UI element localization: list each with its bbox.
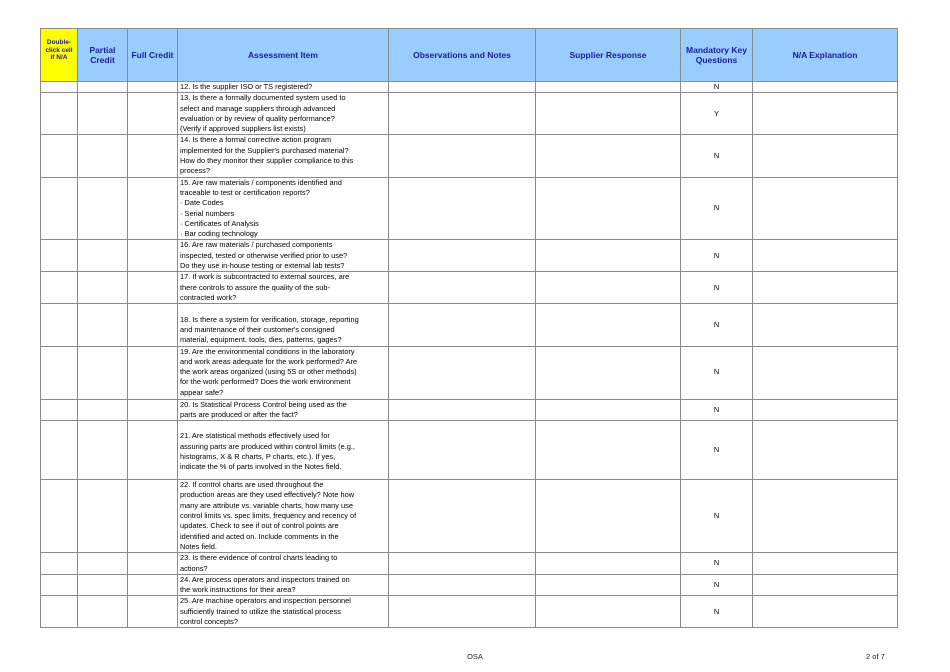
partial-credit-cell[interactable] [78, 596, 128, 628]
observations-cell[interactable] [389, 93, 536, 135]
table-row [41, 240, 898, 272]
header-row [41, 29, 898, 82]
partial-credit-header: Partial Credit [78, 29, 128, 82]
table-row [41, 399, 898, 421]
supplier-response-cell[interactable] [536, 304, 681, 346]
full-credit-header: Full Credit [128, 29, 178, 82]
supplier-response-cell[interactable] [536, 240, 681, 272]
mandatory-key-cell: N [681, 399, 753, 421]
full-credit-cell[interactable] [128, 177, 178, 240]
supplier-response-cell[interactable] [536, 553, 681, 575]
na-checkbox-cell[interactable] [41, 553, 78, 575]
supplier-response-cell[interactable] [536, 574, 681, 596]
na-checkbox-cell[interactable] [41, 240, 78, 272]
observations-cell[interactable] [389, 82, 536, 93]
assessment-item-cell: 16. Are raw materials / purchased components inspected, tested or otherwise verified prior to use? Do they use in-house testing or external lab tests? [178, 240, 389, 272]
assessment-item-cell: 13. Is there a formally documented system used to select and manage suppliers through advanced evaluation or by review of quality performance? (Verify if approved suppliers list exists) [178, 93, 389, 135]
supplier-response-cell[interactable] [536, 399, 681, 421]
observations-cell[interactable] [389, 304, 536, 346]
full-credit-cell[interactable] [128, 346, 178, 399]
na-explanation-header: N/A Explanation [753, 29, 898, 82]
supplier-response-cell[interactable] [536, 596, 681, 628]
mandatory-key-cell: N [681, 553, 753, 575]
observations-cell[interactable] [389, 177, 536, 240]
observations-cell[interactable] [389, 574, 536, 596]
assessment-item-cell: 18. Is there a system for verification, storage, reporting and maintenance of their customer's consigned material, equipment, tools, dies, patterns, gages? [178, 304, 389, 346]
assessment-item-cell: 17. If work is subcontracted to external sources, are there controls to assure the quality of the sub- contracted work? [178, 272, 389, 304]
na-explanation-cell[interactable] [753, 574, 898, 596]
observations-cell[interactable] [389, 346, 536, 399]
double-click-header[interactable]: Double-click cell if N/A [41, 29, 78, 82]
partial-credit-cell[interactable] [78, 240, 128, 272]
supplier-response-cell[interactable] [536, 93, 681, 135]
supplier-response-header: Supplier Response [536, 29, 681, 82]
partial-credit-cell[interactable] [78, 346, 128, 399]
page-number: 2 of 7 [866, 652, 885, 661]
mandatory-key-cell: N [681, 177, 753, 240]
table-row [41, 135, 898, 177]
partial-credit-cell[interactable] [78, 272, 128, 304]
full-credit-cell[interactable] [128, 135, 178, 177]
partial-credit-cell[interactable] [78, 421, 128, 480]
na-explanation-cell[interactable] [753, 82, 898, 93]
na-explanation-cell[interactable] [753, 93, 898, 135]
mandatory-key-cell: N [681, 272, 753, 304]
full-credit-cell[interactable] [128, 399, 178, 421]
na-checkbox-cell[interactable] [41, 135, 78, 177]
na-checkbox-cell[interactable] [41, 480, 78, 553]
partial-credit-cell[interactable] [78, 399, 128, 421]
assessment-sheet [40, 28, 898, 628]
mandatory-key-cell: N [681, 421, 753, 480]
full-credit-cell[interactable] [128, 272, 178, 304]
na-explanation-cell[interactable] [753, 346, 898, 399]
observations-header: Observations and Notes [389, 29, 536, 82]
partial-credit-cell[interactable] [78, 304, 128, 346]
assessment-item-cell: 24. Are process operators and inspectors trained on the work instructions for their area? [178, 574, 389, 596]
table-row [41, 596, 898, 628]
na-explanation-cell[interactable] [753, 304, 898, 346]
assessment-item-cell: 19. Are the environmental conditions in the laboratory and work areas adequate for the work performed? Are the work areas organized (using 5S or other methods) for the work performed? Does the work environment appear safe? [178, 346, 389, 399]
table-row [41, 177, 898, 240]
assessment-item-cell: 22. If control charts are used throughout the production areas are they used effectively? Note how many are attribute vs. variable charts, how many use control limits vs. spec limits, frequency and recency of updates. Check to see if out of control points are identified and acted on. Include comments in the Notes field. [178, 480, 389, 553]
full-credit-cell[interactable] [128, 480, 178, 553]
supplier-response-cell[interactable] [536, 480, 681, 553]
na-checkbox-cell[interactable] [41, 574, 78, 596]
mandatory-key-cell: N [681, 596, 753, 628]
full-credit-cell[interactable] [128, 574, 178, 596]
mandatory-key-cell: N [681, 346, 753, 399]
full-credit-cell[interactable] [128, 240, 178, 272]
partial-credit-cell[interactable] [78, 93, 128, 135]
supplier-response-cell[interactable] [536, 421, 681, 480]
table-row [41, 553, 898, 575]
supplier-response-cell[interactable] [536, 82, 681, 93]
na-checkbox-cell[interactable] [41, 304, 78, 346]
assessment-item-cell: 25. Are machine operators and inspection personnel sufficiently trained to utilize the statistical process control concepts? [178, 596, 389, 628]
observations-cell[interactable] [389, 553, 536, 575]
partial-credit-cell[interactable] [78, 135, 128, 177]
partial-credit-cell[interactable] [78, 480, 128, 553]
assessment-item-header: Assessment Item [178, 29, 389, 82]
na-checkbox-cell[interactable] [41, 177, 78, 240]
na-explanation-cell[interactable] [753, 240, 898, 272]
full-credit-cell[interactable] [128, 421, 178, 480]
full-credit-cell[interactable] [128, 304, 178, 346]
assessment-item-cell: 20. Is Statistical Process Control being used as the parts are produced or after the fact? [178, 399, 389, 421]
mandatory-key-cell: N [681, 135, 753, 177]
partial-credit-cell[interactable] [78, 574, 128, 596]
table-row [41, 93, 898, 135]
observations-cell[interactable] [389, 480, 536, 553]
na-explanation-cell[interactable] [753, 135, 898, 177]
partial-credit-cell[interactable] [78, 177, 128, 240]
table-row [41, 574, 898, 596]
supplier-response-cell[interactable] [536, 346, 681, 399]
na-explanation-cell[interactable] [753, 553, 898, 575]
observations-cell[interactable] [389, 399, 536, 421]
mandatory-key-cell: N [681, 480, 753, 553]
supplier-response-cell[interactable] [536, 135, 681, 177]
partial-credit-cell[interactable] [78, 553, 128, 575]
na-checkbox-cell[interactable] [41, 346, 78, 399]
mandatory-key-cell: N [681, 240, 753, 272]
na-explanation-cell[interactable] [753, 272, 898, 304]
table-row [41, 480, 898, 553]
na-explanation-cell[interactable] [753, 177, 898, 240]
full-credit-cell[interactable] [128, 553, 178, 575]
assessment-item-cell: 23. Is there evidence of control charts leading to actions? [178, 553, 389, 575]
na-checkbox-cell[interactable] [41, 421, 78, 480]
na-explanation-cell[interactable] [753, 480, 898, 553]
table-row [41, 421, 898, 480]
observations-cell[interactable] [389, 596, 536, 628]
na-explanation-cell[interactable] [753, 399, 898, 421]
observations-cell[interactable] [389, 135, 536, 177]
na-checkbox-cell[interactable] [41, 272, 78, 304]
na-checkbox-cell[interactable] [41, 93, 78, 135]
table-row [41, 346, 898, 399]
na-explanation-cell[interactable] [753, 596, 898, 628]
na-explanation-cell[interactable] [753, 421, 898, 480]
table-row [41, 304, 898, 346]
footer-title: OSA [467, 652, 483, 661]
observations-cell[interactable] [389, 272, 536, 304]
supplier-response-cell[interactable] [536, 272, 681, 304]
assessment-item-cell: 15. Are raw materials / components identified and traceable to test or certification reports? · Date Codes · Serial numbers · Certificates of Analysis · Bar coding technology [178, 177, 389, 240]
na-checkbox-cell[interactable] [41, 82, 78, 93]
assessment-item-cell: 21. Are statistical methods effectively used for assuring parts are produced within control limits (e.g., histograms, X & R charts, P charts, etc.). If yes, indicate the % of parts involved in the Notes field. [178, 421, 389, 480]
full-credit-cell[interactable] [128, 596, 178, 628]
observations-cell[interactable] [389, 421, 536, 480]
mandatory-key-cell: N [681, 304, 753, 346]
full-credit-cell[interactable] [128, 82, 178, 93]
partial-credit-cell[interactable] [78, 82, 128, 93]
na-checkbox-cell[interactable] [41, 399, 78, 421]
supplier-response-cell[interactable] [536, 177, 681, 240]
table-row [41, 82, 898, 93]
mandatory-key-cell: Y [681, 93, 753, 135]
mandatory-key-cell: N [681, 82, 753, 93]
assessment-table [40, 28, 898, 628]
na-checkbox-cell[interactable] [41, 596, 78, 628]
table-row [41, 272, 898, 304]
assessment-item-cell: 14. Is there a formal corrective action program implemented for the Supplier's purchased material? How do they monitor their supplier compliance to this process? [178, 135, 389, 177]
mandatory-key-cell: N [681, 574, 753, 596]
assessment-item-cell: 12. Is the supplier ISO or TS registered? [178, 82, 389, 93]
mandatory-key-header: Mandatory Key Questions [681, 29, 753, 82]
observations-cell[interactable] [389, 240, 536, 272]
full-credit-cell[interactable] [128, 93, 178, 135]
